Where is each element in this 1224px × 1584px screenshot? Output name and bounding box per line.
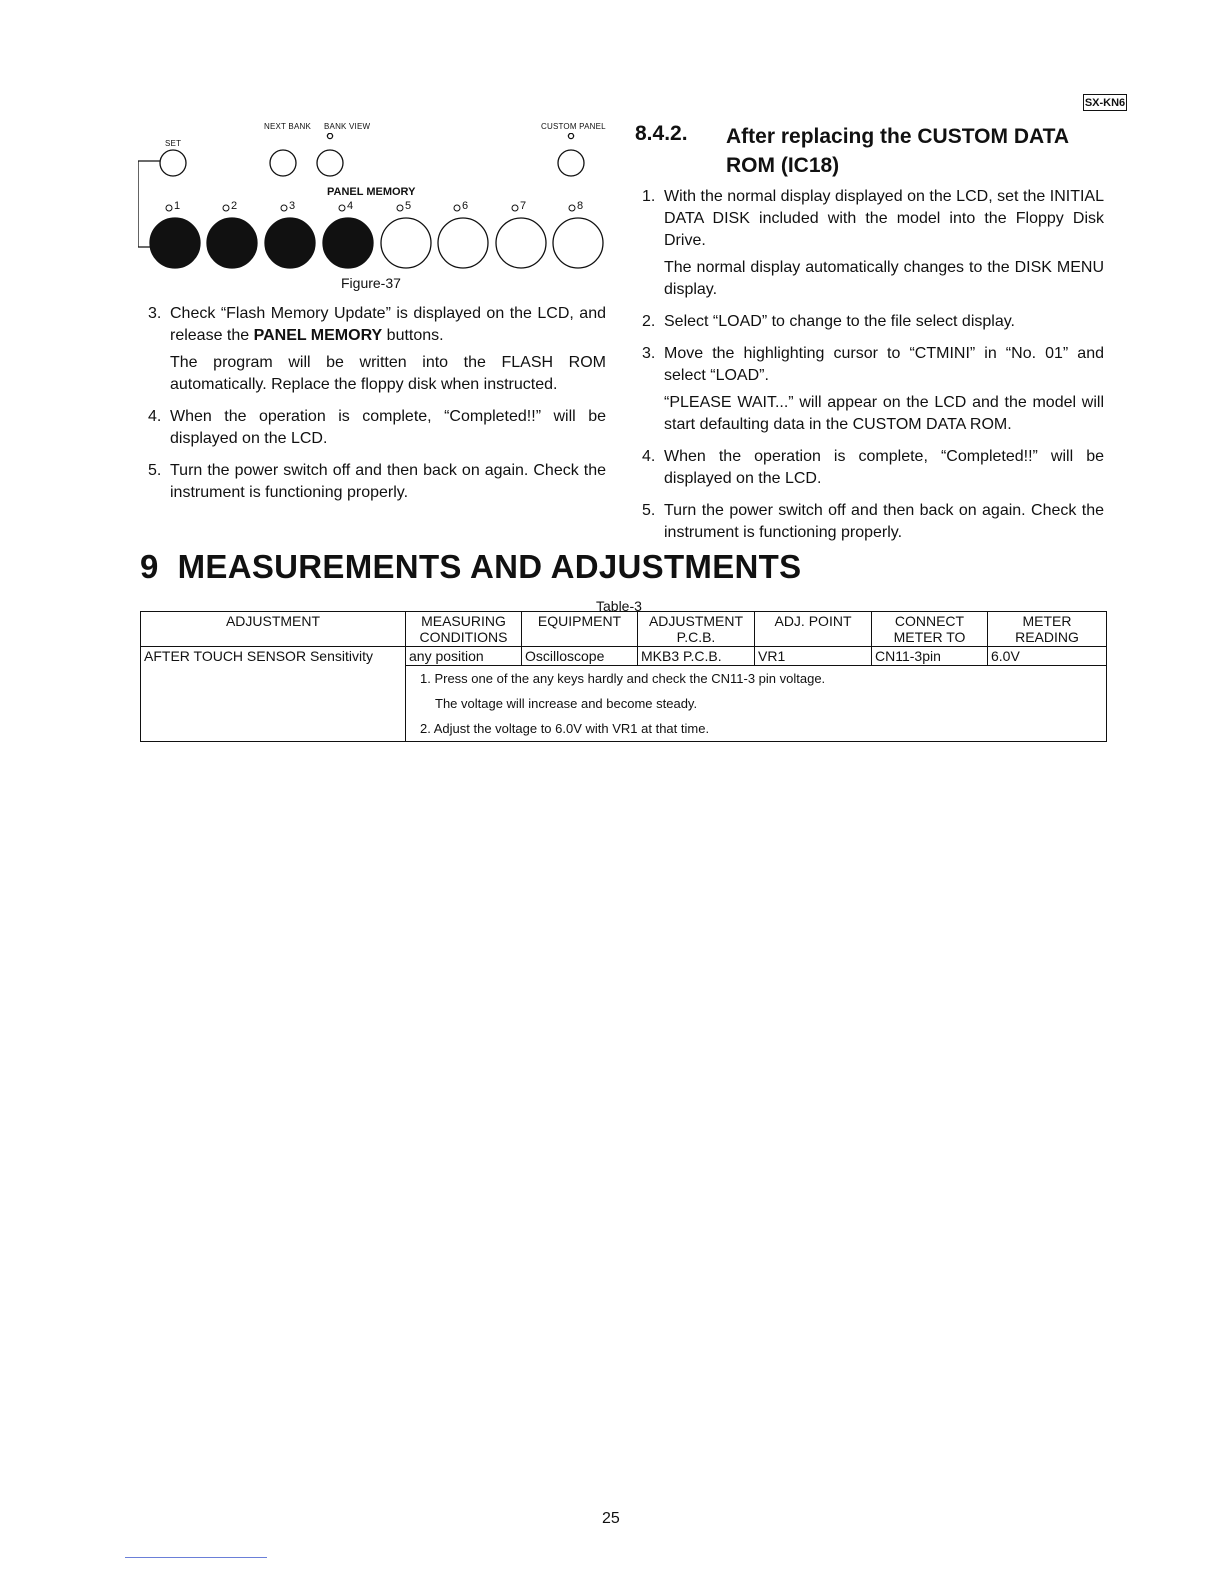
memory-led-1 xyxy=(166,205,172,211)
custom-panel-button xyxy=(558,150,584,176)
header-connect-meter: CONNECT METER TO xyxy=(872,612,988,647)
memory-button-label: 4 xyxy=(347,200,354,212)
memory-button-label: 5 xyxy=(405,200,412,212)
header-adj-point: ADJ. POINT xyxy=(755,612,872,647)
header-adjustment: ADJUSTMENT xyxy=(141,612,406,647)
header-meter-reading: METER READING xyxy=(988,612,1107,647)
memory-button-3 xyxy=(265,218,315,268)
chapter-heading xyxy=(140,548,801,586)
cell-equipment: Oscilloscope xyxy=(522,647,638,666)
memory-led-2 xyxy=(223,205,229,211)
table-header-row xyxy=(141,612,1107,647)
list-item: 2. Select “LOAD” to change to the file select display. xyxy=(642,313,1015,330)
panel-memory-label: PANEL MEMORY xyxy=(327,186,416,198)
chapter-number: 9 xyxy=(140,548,159,585)
memory-button-label: 1 xyxy=(174,200,181,212)
memory-button-8 xyxy=(553,218,603,268)
memory-button-label: 2 xyxy=(231,200,238,212)
memory-button-4 xyxy=(323,218,373,268)
chapter-title: MEASUREMENTS AND ADJUSTMENTS xyxy=(177,548,802,585)
section-title: After replacing the CUSTOM DATA ROM (IC18) xyxy=(726,125,1069,177)
cell-measuring: any position xyxy=(406,647,522,666)
memory-led-row xyxy=(166,205,575,211)
memory-button-5 xyxy=(381,218,431,268)
custom-panel-label: CUSTOM PANEL xyxy=(541,122,606,131)
memory-button-label: 3 xyxy=(289,200,296,212)
memory-led-3 xyxy=(281,205,287,211)
custom-panel-led xyxy=(568,133,573,138)
bank-view-led xyxy=(327,133,332,138)
list-item: 1. With the normal display displayed on the LCD, set the INITIAL DATA DISK included with the model into the Floppy Disk Drive. The normal display automatically changes to the DISK MENU display. xyxy=(642,188,1104,298)
list-item: 4. When the operation is complete, “Completed!!” will be displayed on the LCD. xyxy=(148,406,606,455)
memory-button-label: 7 xyxy=(520,200,527,212)
list-item: 5. Turn the power switch off and then back on again. Check the instrument is functioning properly. xyxy=(148,460,606,509)
cell-adj-pcb: MKB3 P.C.B. xyxy=(638,647,755,666)
next-bank-label: NEXT BANK xyxy=(264,122,311,131)
header-measuring-conditions: MEASURING CONDITIONS xyxy=(406,612,522,647)
memory-led-8 xyxy=(569,205,575,211)
set-button xyxy=(160,150,186,176)
panel-button-diagram xyxy=(138,133,608,275)
header-adjustment-pcb: ADJUSTMENT P.C.B. xyxy=(638,612,755,647)
memory-led-4 xyxy=(339,205,345,211)
measurements-table xyxy=(140,611,1107,742)
memory-led-6 xyxy=(454,205,460,211)
list-item: 4. When the operation is complete, “Completed!!” will be displayed on the LCD. xyxy=(642,448,1104,487)
memory-button-1 xyxy=(150,218,200,268)
step-5-text: Turn the power switch off and then back on again. Check the instrument is functioning properly. xyxy=(170,462,606,501)
set-label: SET xyxy=(165,139,182,148)
memory-led-7 xyxy=(512,205,518,211)
memory-button-2 xyxy=(207,218,257,268)
memory-button-label: 6 xyxy=(462,200,469,212)
table-row xyxy=(141,647,1107,666)
section-number: 8.4.2. xyxy=(635,122,688,145)
figure-caption: Figure-37 xyxy=(341,275,401,291)
left-steps xyxy=(148,303,606,514)
bank-view-label: BANK VIEW xyxy=(324,122,371,131)
cell-notes: 1. Press one of the any keys hardly and check the CN11-3 pin voltage. The voltage will increase and become steady. 2. Adjust the voltage to 6.0V with VR1 at that time. xyxy=(406,666,1107,742)
cell-adj-point: VR1 xyxy=(755,647,872,666)
memory-button-label: 8 xyxy=(577,200,584,212)
right-steps xyxy=(642,186,1104,554)
cell-adjustment: AFTER TOUCH SENSOR Sensitivity xyxy=(141,647,406,742)
bank-view-button xyxy=(317,150,343,176)
list-item: 3. Check “Flash Memory Update” is displayed on the LCD, and release the PANEL MEMORY buttons. The program will be written into the FLASH ROM automatically. Replace the floppy disk when instructed. xyxy=(148,303,606,401)
footer-rule xyxy=(125,1557,267,1558)
memory-button-6 xyxy=(438,218,488,268)
table-caption: Table-3 xyxy=(596,598,642,614)
model-tag: SX-KN6 xyxy=(1083,94,1127,111)
page-number: 25 xyxy=(602,1510,620,1527)
memory-button-7 xyxy=(496,218,546,268)
step-3-sub: The program will be written into the FLASH ROM automatically. Replace the floppy disk when instructed. xyxy=(170,354,606,393)
list-item: 5. Turn the power switch off and then back on again. Check the instrument is functioning properly. xyxy=(642,502,1104,541)
step-3-text: Check “Flash Memory Update” is displayed on the LCD, and release the PANEL MEMORY buttons. xyxy=(170,305,606,344)
memory-button-row xyxy=(150,218,603,268)
step-4-text: When the operation is complete, “Completed!!” will be displayed on the LCD. xyxy=(170,408,606,447)
cell-meter: 6.0V xyxy=(988,647,1107,666)
list-item: 3. Move the highlighting cursor to “CTMINI” in “No. 01” and select “LOAD”. “PLEASE WAIT...” will appear on the LCD and the model will start defaulting data in the CUSTOM DATA ROM. xyxy=(642,345,1104,433)
header-equipment: EQUIPMENT xyxy=(522,612,638,647)
cell-connect: CN11-3pin xyxy=(872,647,988,666)
memory-led-5 xyxy=(397,205,403,211)
next-bank-button xyxy=(270,150,296,176)
